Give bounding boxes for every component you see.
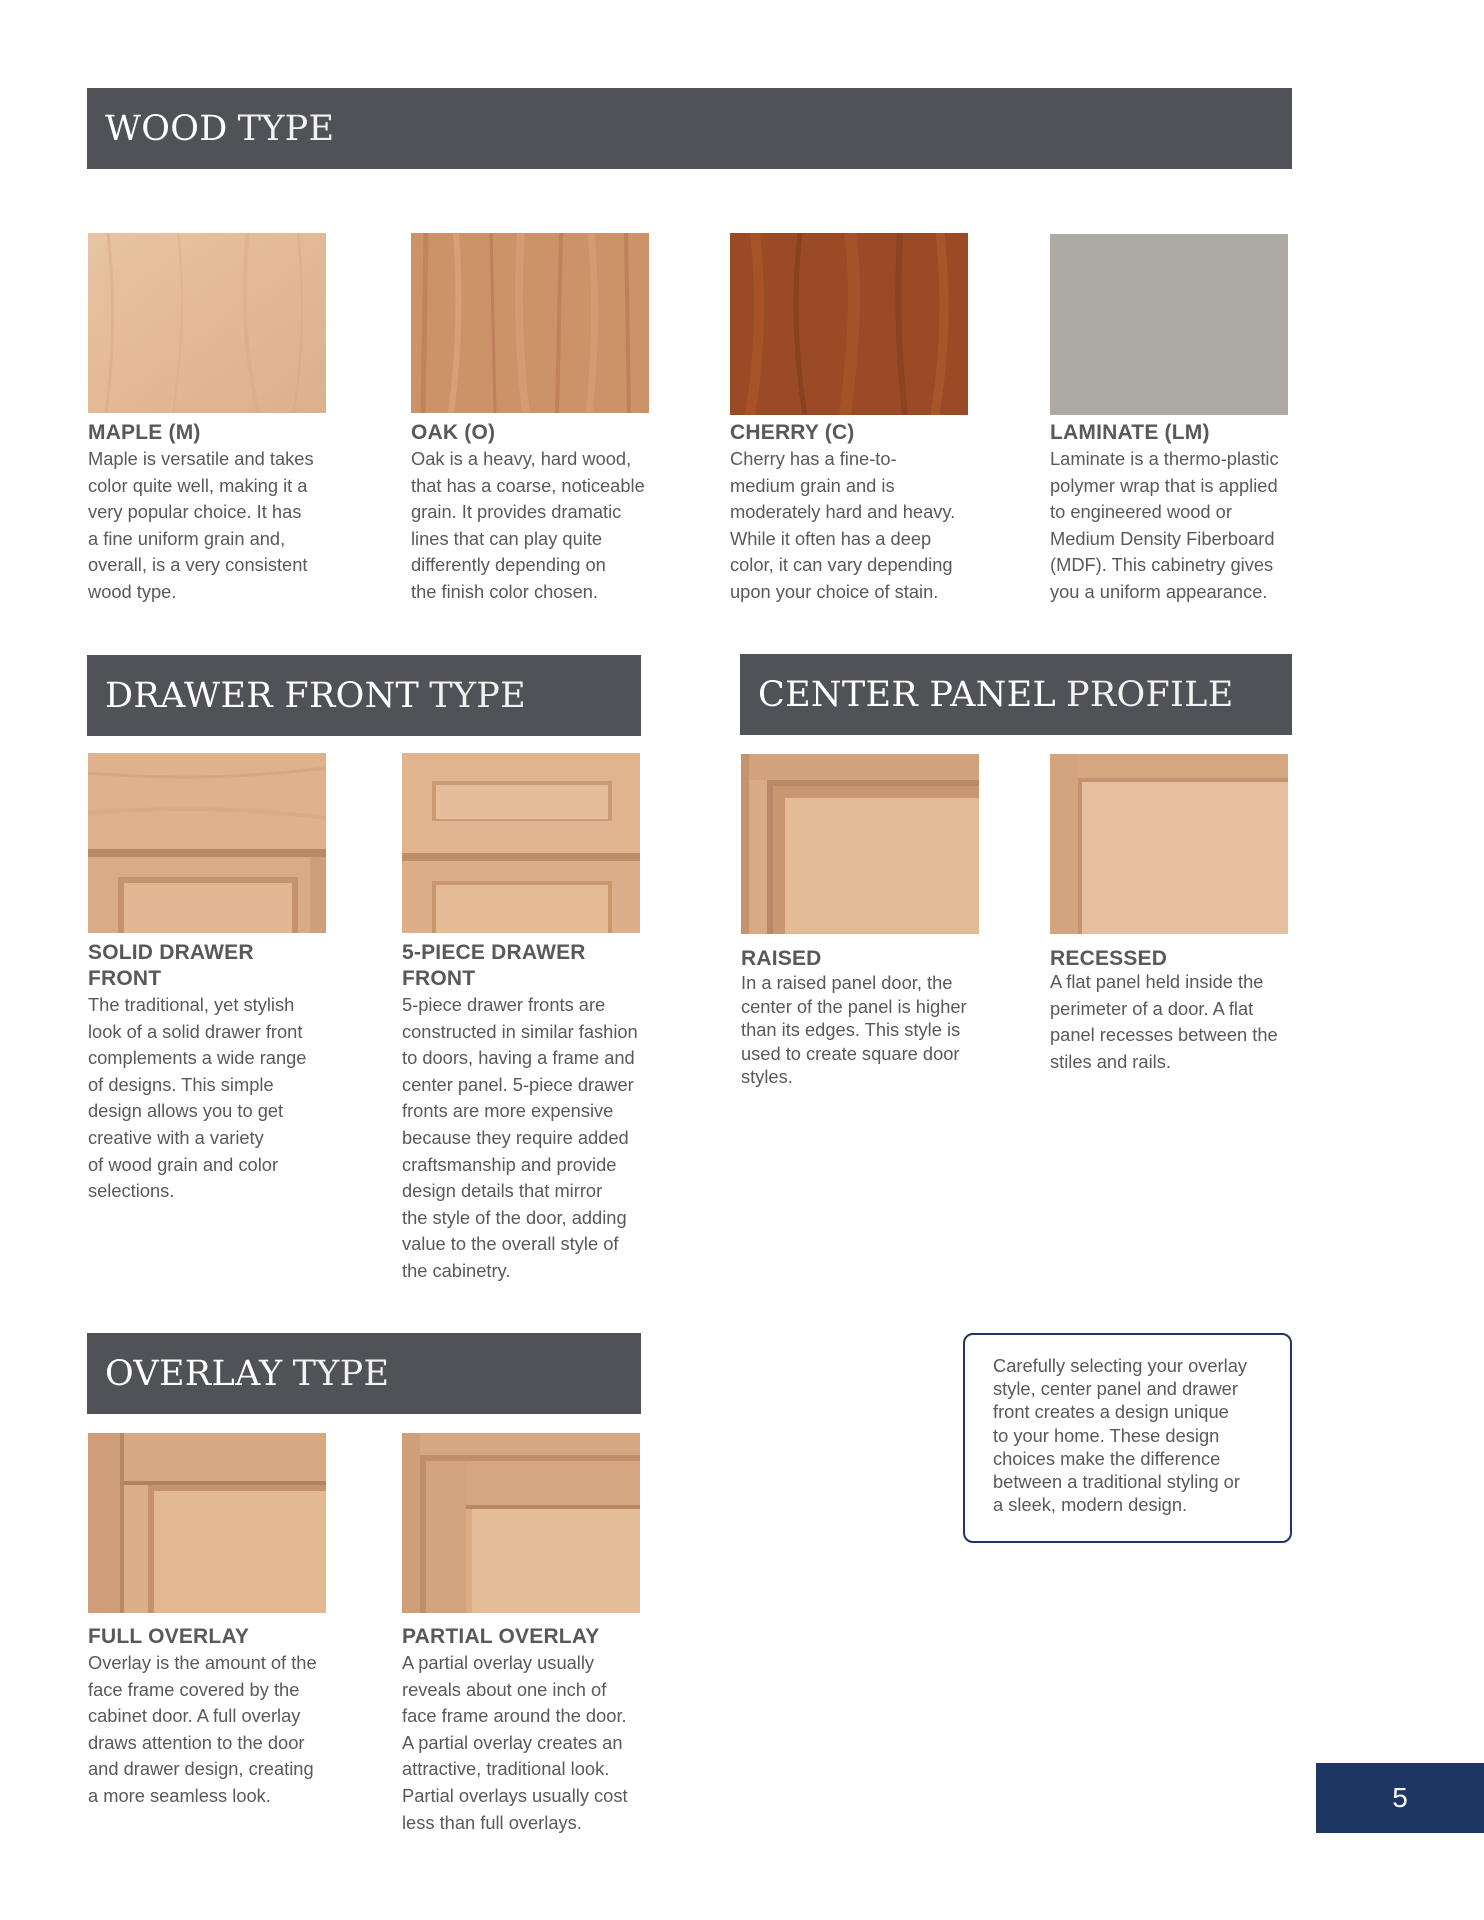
maple-swatch <box>88 233 326 413</box>
wood-title-oak: OAK (O) <box>411 421 496 444</box>
wood-title-laminate: LAMINATE (LM) <box>1050 421 1210 444</box>
wood-desc-laminate: Laminate is a thermo-plastic polymer wrap that is applied to engineered wood or Medium Density Fiberboard (MDF). This cabinetry gives you a uniform appearance. <box>1050 448 1279 602</box>
panel-desc-recessed: A flat panel held inside the perimeter of a door. A flat panel recesses between the stiles and rails. <box>1050 971 1278 1072</box>
section-header-bold: CENTER PANEL <box>758 674 1056 715</box>
section-header-bold: DRAWER FRONT <box>105 675 420 716</box>
section-header-wood-type <box>87 88 1292 169</box>
section-header-overlay-type <box>87 1333 641 1414</box>
drawer-title-solid: SOLID DRAWER FRONT <box>88 941 254 990</box>
recessed-panel-image <box>1050 754 1288 934</box>
partial-overlay-image <box>402 1433 640 1613</box>
overlay-title-full: FULL OVERLAY <box>88 1625 250 1648</box>
section-header-center-panel-profile <box>740 654 1292 735</box>
panel-title-raised: RAISED <box>741 947 822 970</box>
raised-panel-image <box>741 754 979 934</box>
drawer-title-five-piece: 5-PIECE DRAWER FRONT <box>402 941 586 990</box>
wood-desc-cherry: Cherry has a fine-to- medium grain and is moderately hard and heavy. While it often has a deep color, it can vary depending upon your choice of stain. <box>730 448 956 602</box>
drawer-desc-five-piece: 5-piece drawer fronts are constructed in similar fashion to doors, having a frame and center panel. 5-piece drawer fronts are more expensive because they require added craftsmanship and provide design details that mirror the style of the door, adding value to the overall style of the cabinetry. <box>402 994 638 1281</box>
overlay-desc-full: Overlay is the amount of the face frame covered by the cabinet door. A full overlay draws attention to the door and drawer design, creating a more seamless look. <box>88 1652 317 1806</box>
page-number <box>1316 1763 1484 1833</box>
solid-drawer-front-image <box>88 753 326 933</box>
page-number-text: 5 <box>1392 1782 1408 1813</box>
section-header-bold: WOOD <box>105 108 228 149</box>
overlay-title-partial: PARTIAL OVERLAY <box>402 1625 600 1648</box>
section-header-drawer-front-type <box>87 655 641 736</box>
cherry-swatch <box>730 233 968 415</box>
drawer-desc-solid: The traditional, yet stylish look of a solid drawer front complements a wide range of designs. This simple design allows you to get creative with a variety of wood grain and color selections. <box>88 994 307 1202</box>
wood-title-maple: MAPLE (M) <box>88 421 201 444</box>
wood-title-cherry: CHERRY (C) <box>730 421 855 444</box>
section-header-light: TYPE <box>292 1353 390 1394</box>
section-header-light: PROFILE <box>1065 674 1234 715</box>
wood-desc-oak: Oak is a heavy, hard wood, that has a coarse, noticeable grain. It provides dramatic lines that can play quite differently depending on the finish color chosen. <box>411 448 645 602</box>
panel-desc-raised: In a raised panel door, the center of the panel is higher than its edges. This style is used to create square door styles. <box>741 972 967 1088</box>
five-piece-drawer-front-image <box>402 753 640 933</box>
section-header-bold: OVERLAY <box>105 1353 283 1394</box>
section-header-light: TYPE <box>237 108 335 149</box>
full-overlay-image <box>88 1433 326 1613</box>
callout-text: Carefully selecting your overlay style, center panel and drawer front creates a design unique to your home. These design choices make the difference between a traditional styling or a sleek, modern design. <box>993 1355 1248 1516</box>
overlay-desc-partial: A partial overlay usually reveals about one inch of face frame around the door. A partial overlay creates an attractive, traditional look. Partial overlays usually cost less than full overlays. <box>402 1652 628 1833</box>
section-header-light: TYPE <box>429 675 526 716</box>
oak-swatch <box>411 233 649 413</box>
laminate-swatch <box>1050 234 1288 415</box>
panel-title-recessed: RECESSED <box>1050 947 1168 970</box>
design-tip-callout <box>963 1333 1292 1543</box>
wood-desc-maple: Maple is versatile and takes color quite well, making it a very popular choice. It has a fine uniform grain and, overall, is a very consistent wood type. <box>88 448 314 602</box>
